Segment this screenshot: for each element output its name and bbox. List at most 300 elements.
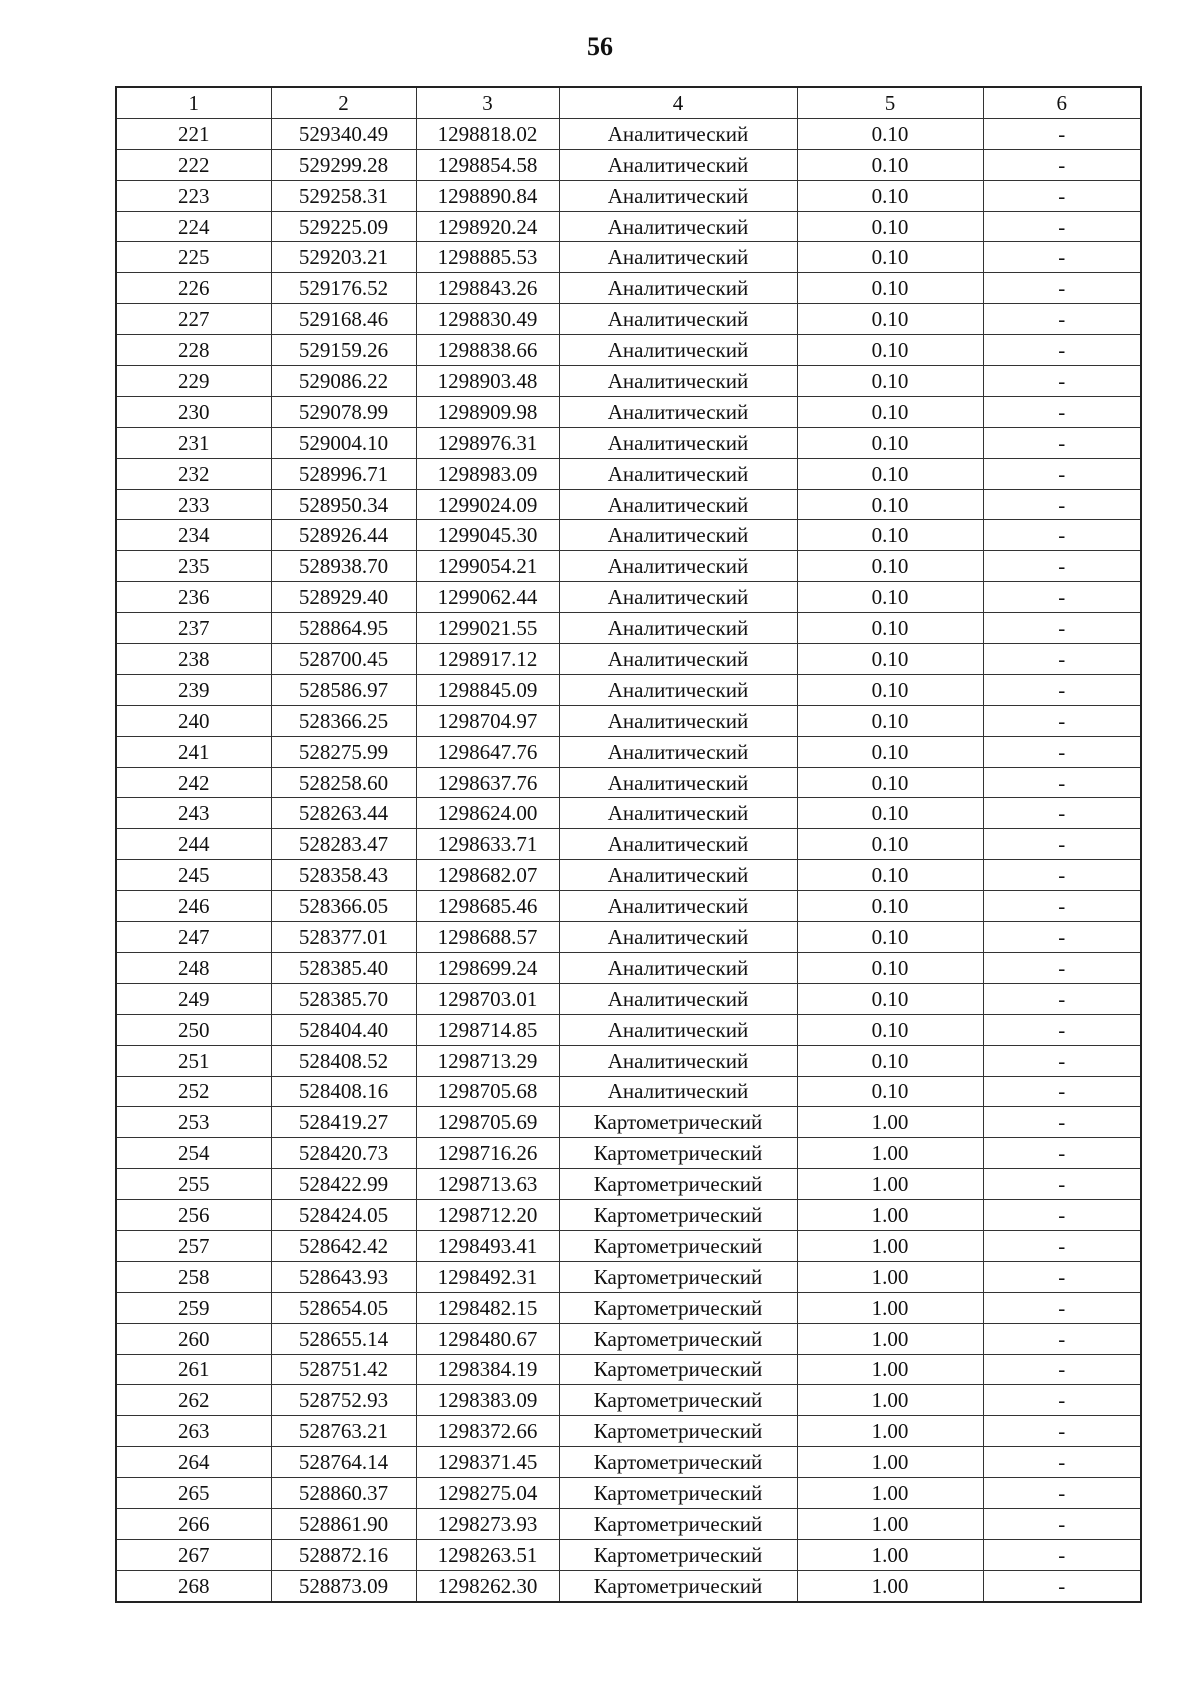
cell-accuracy: 0.10 bbox=[797, 180, 983, 211]
cell-method: Аналитический bbox=[559, 551, 797, 582]
cell-x-coordinate: 528358.43 bbox=[271, 860, 416, 891]
cell-note: - bbox=[983, 273, 1141, 304]
cell-y-coordinate: 1298492.31 bbox=[416, 1261, 559, 1292]
cell-note: - bbox=[983, 1447, 1141, 1478]
cell-x-coordinate: 529203.21 bbox=[271, 242, 416, 273]
cell-y-coordinate: 1298976.31 bbox=[416, 427, 559, 458]
cell-x-coordinate: 528763.21 bbox=[271, 1416, 416, 1447]
cell-point-number: 242 bbox=[116, 767, 271, 798]
cell-method: Аналитический bbox=[559, 335, 797, 366]
cell-method: Картометрический bbox=[559, 1230, 797, 1261]
cell-point-number: 246 bbox=[116, 891, 271, 922]
cell-method: Аналитический bbox=[559, 520, 797, 551]
cell-accuracy: 0.10 bbox=[797, 396, 983, 427]
cell-point-number: 263 bbox=[116, 1416, 271, 1447]
table-row bbox=[116, 1200, 1141, 1231]
cell-x-coordinate: 529004.10 bbox=[271, 427, 416, 458]
cell-accuracy: 0.10 bbox=[797, 705, 983, 736]
cell-x-coordinate: 528752.93 bbox=[271, 1385, 416, 1416]
cell-method: Аналитический bbox=[559, 273, 797, 304]
cell-point-number: 231 bbox=[116, 427, 271, 458]
cell-note: - bbox=[983, 1138, 1141, 1169]
cell-y-coordinate: 1298688.57 bbox=[416, 922, 559, 953]
cell-accuracy: 0.10 bbox=[797, 736, 983, 767]
cell-x-coordinate: 529176.52 bbox=[271, 273, 416, 304]
table-row bbox=[116, 1045, 1141, 1076]
cell-method: Аналитический bbox=[559, 767, 797, 798]
cell-method: Аналитический bbox=[559, 1014, 797, 1045]
cell-accuracy: 1.00 bbox=[797, 1570, 983, 1601]
cell-y-coordinate: 1298262.30 bbox=[416, 1570, 559, 1601]
cell-note: - bbox=[983, 1385, 1141, 1416]
table-row bbox=[116, 1230, 1141, 1261]
cell-y-coordinate: 1298890.84 bbox=[416, 180, 559, 211]
cell-y-coordinate: 1298713.29 bbox=[416, 1045, 559, 1076]
cell-accuracy: 0.10 bbox=[797, 829, 983, 860]
cell-accuracy: 0.10 bbox=[797, 273, 983, 304]
table-body bbox=[116, 118, 1141, 1601]
cell-note: - bbox=[983, 1570, 1141, 1601]
cell-point-number: 224 bbox=[116, 211, 271, 242]
cell-x-coordinate: 528873.09 bbox=[271, 1570, 416, 1601]
cell-method: Аналитический bbox=[559, 211, 797, 242]
cell-note: - bbox=[983, 396, 1141, 427]
cell-accuracy: 0.10 bbox=[797, 582, 983, 613]
table-row bbox=[116, 180, 1141, 211]
cell-method: Аналитический bbox=[559, 798, 797, 829]
cell-point-number: 236 bbox=[116, 582, 271, 613]
cell-y-coordinate: 1298903.48 bbox=[416, 366, 559, 397]
table-row bbox=[116, 1107, 1141, 1138]
cell-note: - bbox=[983, 1354, 1141, 1385]
cell-point-number: 225 bbox=[116, 242, 271, 273]
cell-accuracy: 0.10 bbox=[797, 674, 983, 705]
cell-x-coordinate: 528751.42 bbox=[271, 1354, 416, 1385]
coordinates-table bbox=[115, 86, 1142, 1603]
cell-method: Аналитический bbox=[559, 1076, 797, 1107]
cell-x-coordinate: 528655.14 bbox=[271, 1323, 416, 1354]
cell-accuracy: 0.10 bbox=[797, 613, 983, 644]
table-row bbox=[116, 644, 1141, 675]
cell-x-coordinate: 528926.44 bbox=[271, 520, 416, 551]
cell-method: Аналитический bbox=[559, 582, 797, 613]
cell-point-number: 241 bbox=[116, 736, 271, 767]
cell-note: - bbox=[983, 767, 1141, 798]
page-number: 56 bbox=[587, 32, 613, 61]
cell-x-coordinate: 528377.01 bbox=[271, 922, 416, 953]
cell-accuracy: 0.10 bbox=[797, 304, 983, 335]
cell-x-coordinate: 528419.27 bbox=[271, 1107, 416, 1138]
cell-point-number: 260 bbox=[116, 1323, 271, 1354]
cell-note: - bbox=[983, 1107, 1141, 1138]
cell-method: Аналитический bbox=[559, 149, 797, 180]
cell-x-coordinate: 528929.40 bbox=[271, 582, 416, 613]
cell-accuracy: 1.00 bbox=[797, 1230, 983, 1261]
cell-point-number: 255 bbox=[116, 1169, 271, 1200]
table-row bbox=[116, 582, 1141, 613]
table-row bbox=[116, 396, 1141, 427]
cell-method: Аналитический bbox=[559, 304, 797, 335]
cell-method: Аналитический bbox=[559, 860, 797, 891]
cell-x-coordinate: 529299.28 bbox=[271, 149, 416, 180]
cell-point-number: 244 bbox=[116, 829, 271, 860]
cell-method: Аналитический bbox=[559, 489, 797, 520]
cell-x-coordinate: 528366.05 bbox=[271, 891, 416, 922]
cell-point-number: 262 bbox=[116, 1385, 271, 1416]
cell-y-coordinate: 1298263.51 bbox=[416, 1539, 559, 1570]
cell-x-coordinate: 529340.49 bbox=[271, 118, 416, 149]
cell-x-coordinate: 528764.14 bbox=[271, 1447, 416, 1478]
cell-x-coordinate: 528275.99 bbox=[271, 736, 416, 767]
cell-y-coordinate: 1298917.12 bbox=[416, 644, 559, 675]
table-row bbox=[116, 1169, 1141, 1200]
cell-point-number: 250 bbox=[116, 1014, 271, 1045]
cell-y-coordinate: 1298480.67 bbox=[416, 1323, 559, 1354]
cell-x-coordinate: 528385.70 bbox=[271, 983, 416, 1014]
cell-note: - bbox=[983, 1416, 1141, 1447]
cell-x-coordinate: 529258.31 bbox=[271, 180, 416, 211]
cell-accuracy: 1.00 bbox=[797, 1354, 983, 1385]
cell-method: Аналитический bbox=[559, 118, 797, 149]
cell-note: - bbox=[983, 983, 1141, 1014]
table-row bbox=[116, 304, 1141, 335]
cell-y-coordinate: 1298372.66 bbox=[416, 1416, 559, 1447]
cell-note: - bbox=[983, 180, 1141, 211]
cell-y-coordinate: 1299024.09 bbox=[416, 489, 559, 520]
table-row bbox=[116, 613, 1141, 644]
column-header-6: 6 bbox=[983, 87, 1141, 118]
cell-note: - bbox=[983, 118, 1141, 149]
cell-x-coordinate: 528422.99 bbox=[271, 1169, 416, 1200]
table-row bbox=[116, 1570, 1141, 1601]
cell-x-coordinate: 528950.34 bbox=[271, 489, 416, 520]
cell-x-coordinate: 529168.46 bbox=[271, 304, 416, 335]
cell-point-number: 259 bbox=[116, 1292, 271, 1323]
cell-method: Аналитический bbox=[559, 366, 797, 397]
cell-method: Аналитический bbox=[559, 674, 797, 705]
table-row bbox=[116, 829, 1141, 860]
cell-y-coordinate: 1298854.58 bbox=[416, 149, 559, 180]
cell-y-coordinate: 1298843.26 bbox=[416, 273, 559, 304]
cell-y-coordinate: 1298920.24 bbox=[416, 211, 559, 242]
cell-method: Аналитический bbox=[559, 242, 797, 273]
cell-method: Картометрический bbox=[559, 1169, 797, 1200]
cell-note: - bbox=[983, 1292, 1141, 1323]
cell-point-number: 234 bbox=[116, 520, 271, 551]
cell-method: Картометрический bbox=[559, 1200, 797, 1231]
cell-point-number: 265 bbox=[116, 1478, 271, 1509]
cell-accuracy: 1.00 bbox=[797, 1107, 983, 1138]
cell-note: - bbox=[983, 427, 1141, 458]
table-row bbox=[116, 1261, 1141, 1292]
table-row bbox=[116, 427, 1141, 458]
cell-note: - bbox=[983, 674, 1141, 705]
table-row bbox=[116, 1478, 1141, 1509]
cell-y-coordinate: 1298830.49 bbox=[416, 304, 559, 335]
table-header-row bbox=[116, 87, 1141, 118]
cell-x-coordinate: 529225.09 bbox=[271, 211, 416, 242]
cell-y-coordinate: 1299045.30 bbox=[416, 520, 559, 551]
cell-point-number: 252 bbox=[116, 1076, 271, 1107]
cell-point-number: 256 bbox=[116, 1200, 271, 1231]
cell-x-coordinate: 528263.44 bbox=[271, 798, 416, 829]
table-row bbox=[116, 674, 1141, 705]
cell-accuracy: 0.10 bbox=[797, 489, 983, 520]
cell-accuracy: 1.00 bbox=[797, 1447, 983, 1478]
cell-method: Картометрический bbox=[559, 1292, 797, 1323]
cell-y-coordinate: 1298845.09 bbox=[416, 674, 559, 705]
cell-accuracy: 0.10 bbox=[797, 1045, 983, 1076]
cell-note: - bbox=[983, 613, 1141, 644]
cell-method: Картометрический bbox=[559, 1354, 797, 1385]
cell-point-number: 222 bbox=[116, 149, 271, 180]
cell-method: Картометрический bbox=[559, 1107, 797, 1138]
cell-note: - bbox=[983, 366, 1141, 397]
cell-y-coordinate: 1298384.19 bbox=[416, 1354, 559, 1385]
cell-method: Аналитический bbox=[559, 829, 797, 860]
table-row bbox=[116, 922, 1141, 953]
cell-accuracy: 0.10 bbox=[797, 520, 983, 551]
cell-point-number: 223 bbox=[116, 180, 271, 211]
cell-accuracy: 0.10 bbox=[797, 1014, 983, 1045]
cell-point-number: 243 bbox=[116, 798, 271, 829]
cell-note: - bbox=[983, 1261, 1141, 1292]
cell-y-coordinate: 1298383.09 bbox=[416, 1385, 559, 1416]
cell-x-coordinate: 528860.37 bbox=[271, 1478, 416, 1509]
cell-x-coordinate: 528424.05 bbox=[271, 1200, 416, 1231]
cell-point-number: 247 bbox=[116, 922, 271, 953]
cell-point-number: 237 bbox=[116, 613, 271, 644]
cell-method: Аналитический bbox=[559, 1045, 797, 1076]
cell-method: Аналитический bbox=[559, 736, 797, 767]
cell-y-coordinate: 1298703.01 bbox=[416, 983, 559, 1014]
cell-point-number: 240 bbox=[116, 705, 271, 736]
cell-point-number: 258 bbox=[116, 1261, 271, 1292]
column-header-1: 1 bbox=[116, 87, 271, 118]
cell-accuracy: 1.00 bbox=[797, 1200, 983, 1231]
table-row bbox=[116, 520, 1141, 551]
table-row bbox=[116, 1416, 1141, 1447]
cell-x-coordinate: 528642.42 bbox=[271, 1230, 416, 1261]
table-row bbox=[116, 149, 1141, 180]
cell-note: - bbox=[983, 829, 1141, 860]
cell-x-coordinate: 528408.52 bbox=[271, 1045, 416, 1076]
cell-note: - bbox=[983, 1200, 1141, 1231]
cell-y-coordinate: 1298482.15 bbox=[416, 1292, 559, 1323]
cell-note: - bbox=[983, 335, 1141, 366]
cell-accuracy: 0.10 bbox=[797, 644, 983, 675]
cell-x-coordinate: 528586.97 bbox=[271, 674, 416, 705]
cell-method: Картометрический bbox=[559, 1416, 797, 1447]
cell-note: - bbox=[983, 489, 1141, 520]
cell-y-coordinate: 1298705.69 bbox=[416, 1107, 559, 1138]
cell-accuracy: 0.10 bbox=[797, 922, 983, 953]
cell-y-coordinate: 1298716.26 bbox=[416, 1138, 559, 1169]
table-row bbox=[116, 983, 1141, 1014]
cell-method: Картометрический bbox=[559, 1385, 797, 1416]
table-row bbox=[116, 705, 1141, 736]
table-row bbox=[116, 1323, 1141, 1354]
cell-y-coordinate: 1298885.53 bbox=[416, 242, 559, 273]
cell-note: - bbox=[983, 644, 1141, 675]
cell-note: - bbox=[983, 952, 1141, 983]
cell-point-number: 230 bbox=[116, 396, 271, 427]
cell-y-coordinate: 1298699.24 bbox=[416, 952, 559, 983]
cell-method: Картометрический bbox=[559, 1570, 797, 1601]
cell-x-coordinate: 528385.40 bbox=[271, 952, 416, 983]
cell-point-number: 268 bbox=[116, 1570, 271, 1601]
cell-accuracy: 0.10 bbox=[797, 149, 983, 180]
cell-accuracy: 0.10 bbox=[797, 983, 983, 1014]
cell-accuracy: 0.10 bbox=[797, 798, 983, 829]
table-row bbox=[116, 952, 1141, 983]
cell-note: - bbox=[983, 1169, 1141, 1200]
cell-x-coordinate: 528643.93 bbox=[271, 1261, 416, 1292]
cell-y-coordinate: 1298704.97 bbox=[416, 705, 559, 736]
cell-note: - bbox=[983, 891, 1141, 922]
cell-accuracy: 0.10 bbox=[797, 427, 983, 458]
cell-note: - bbox=[983, 1045, 1141, 1076]
cell-accuracy: 0.10 bbox=[797, 366, 983, 397]
cell-x-coordinate: 528366.25 bbox=[271, 705, 416, 736]
cell-accuracy: 0.10 bbox=[797, 891, 983, 922]
cell-method: Аналитический bbox=[559, 613, 797, 644]
cell-method: Аналитический bbox=[559, 427, 797, 458]
table-row bbox=[116, 366, 1141, 397]
cell-note: - bbox=[983, 736, 1141, 767]
cell-note: - bbox=[983, 922, 1141, 953]
cell-note: - bbox=[983, 304, 1141, 335]
table-row bbox=[116, 242, 1141, 273]
cell-x-coordinate: 528996.71 bbox=[271, 458, 416, 489]
cell-method: Картометрический bbox=[559, 1261, 797, 1292]
cell-y-coordinate: 1298633.71 bbox=[416, 829, 559, 860]
table-row bbox=[116, 273, 1141, 304]
cell-point-number: 257 bbox=[116, 1230, 271, 1261]
cell-x-coordinate: 528404.40 bbox=[271, 1014, 416, 1045]
cell-y-coordinate: 1298493.41 bbox=[416, 1230, 559, 1261]
cell-note: - bbox=[983, 1478, 1141, 1509]
cell-point-number: 251 bbox=[116, 1045, 271, 1076]
table-row bbox=[116, 860, 1141, 891]
cell-y-coordinate: 1298682.07 bbox=[416, 860, 559, 891]
cell-y-coordinate: 1298371.45 bbox=[416, 1447, 559, 1478]
table-row bbox=[116, 211, 1141, 242]
table-row bbox=[116, 767, 1141, 798]
cell-x-coordinate: 529159.26 bbox=[271, 335, 416, 366]
cell-note: - bbox=[983, 705, 1141, 736]
cell-y-coordinate: 1298713.63 bbox=[416, 1169, 559, 1200]
cell-note: - bbox=[983, 551, 1141, 582]
cell-x-coordinate: 528258.60 bbox=[271, 767, 416, 798]
cell-accuracy: 1.00 bbox=[797, 1478, 983, 1509]
cell-note: - bbox=[983, 860, 1141, 891]
cell-x-coordinate: 528283.47 bbox=[271, 829, 416, 860]
cell-point-number: 238 bbox=[116, 644, 271, 675]
cell-method: Картометрический bbox=[559, 1508, 797, 1539]
cell-y-coordinate: 1299054.21 bbox=[416, 551, 559, 582]
cell-accuracy: 0.10 bbox=[797, 335, 983, 366]
cell-note: - bbox=[983, 582, 1141, 613]
cell-y-coordinate: 1298818.02 bbox=[416, 118, 559, 149]
cell-method: Аналитический bbox=[559, 180, 797, 211]
cell-x-coordinate: 529086.22 bbox=[271, 366, 416, 397]
cell-point-number: 227 bbox=[116, 304, 271, 335]
cell-y-coordinate: 1298637.76 bbox=[416, 767, 559, 798]
cell-y-coordinate: 1298714.85 bbox=[416, 1014, 559, 1045]
cell-accuracy: 0.10 bbox=[797, 551, 983, 582]
cell-point-number: 266 bbox=[116, 1508, 271, 1539]
table-row bbox=[116, 1385, 1141, 1416]
cell-note: - bbox=[983, 149, 1141, 180]
cell-y-coordinate: 1298909.98 bbox=[416, 396, 559, 427]
table-row bbox=[116, 891, 1141, 922]
cell-method: Картометрический bbox=[559, 1478, 797, 1509]
table-row bbox=[116, 1014, 1141, 1045]
cell-accuracy: 1.00 bbox=[797, 1539, 983, 1570]
cell-point-number: 228 bbox=[116, 335, 271, 366]
cell-x-coordinate: 528938.70 bbox=[271, 551, 416, 582]
table-row bbox=[116, 1138, 1141, 1169]
cell-y-coordinate: 1298647.76 bbox=[416, 736, 559, 767]
cell-point-number: 267 bbox=[116, 1539, 271, 1570]
cell-accuracy: 1.00 bbox=[797, 1292, 983, 1323]
cell-accuracy: 1.00 bbox=[797, 1416, 983, 1447]
cell-point-number: 245 bbox=[116, 860, 271, 891]
cell-point-number: 253 bbox=[116, 1107, 271, 1138]
cell-note: - bbox=[983, 1508, 1141, 1539]
cell-note: - bbox=[983, 1230, 1141, 1261]
cell-point-number: 235 bbox=[116, 551, 271, 582]
cell-y-coordinate: 1298705.68 bbox=[416, 1076, 559, 1107]
cell-method: Аналитический bbox=[559, 644, 797, 675]
table-row bbox=[116, 1292, 1141, 1323]
table-row bbox=[116, 1076, 1141, 1107]
cell-accuracy: 0.10 bbox=[797, 211, 983, 242]
table-row bbox=[116, 1354, 1141, 1385]
table-row bbox=[116, 118, 1141, 149]
cell-point-number: 248 bbox=[116, 952, 271, 983]
cell-method: Аналитический bbox=[559, 983, 797, 1014]
cell-note: - bbox=[983, 520, 1141, 551]
cell-y-coordinate: 1298273.93 bbox=[416, 1508, 559, 1539]
column-header-3: 3 bbox=[416, 87, 559, 118]
column-header-5: 5 bbox=[797, 87, 983, 118]
cell-y-coordinate: 1299021.55 bbox=[416, 613, 559, 644]
cell-method: Аналитический bbox=[559, 952, 797, 983]
cell-accuracy: 1.00 bbox=[797, 1138, 983, 1169]
cell-method: Картометрический bbox=[559, 1447, 797, 1478]
table-row bbox=[116, 489, 1141, 520]
cell-accuracy: 0.10 bbox=[797, 860, 983, 891]
cell-x-coordinate: 528861.90 bbox=[271, 1508, 416, 1539]
cell-point-number: 264 bbox=[116, 1447, 271, 1478]
cell-x-coordinate: 528654.05 bbox=[271, 1292, 416, 1323]
column-header-2: 2 bbox=[271, 87, 416, 118]
cell-note: - bbox=[983, 1539, 1141, 1570]
cell-x-coordinate: 529078.99 bbox=[271, 396, 416, 427]
table-row bbox=[116, 335, 1141, 366]
cell-accuracy: 0.10 bbox=[797, 952, 983, 983]
cell-method: Картометрический bbox=[559, 1323, 797, 1354]
cell-y-coordinate: 1298838.66 bbox=[416, 335, 559, 366]
cell-point-number: 233 bbox=[116, 489, 271, 520]
cell-y-coordinate: 1299062.44 bbox=[416, 582, 559, 613]
cell-accuracy: 0.10 bbox=[797, 767, 983, 798]
cell-x-coordinate: 528864.95 bbox=[271, 613, 416, 644]
cell-x-coordinate: 528408.16 bbox=[271, 1076, 416, 1107]
cell-y-coordinate: 1298624.00 bbox=[416, 798, 559, 829]
